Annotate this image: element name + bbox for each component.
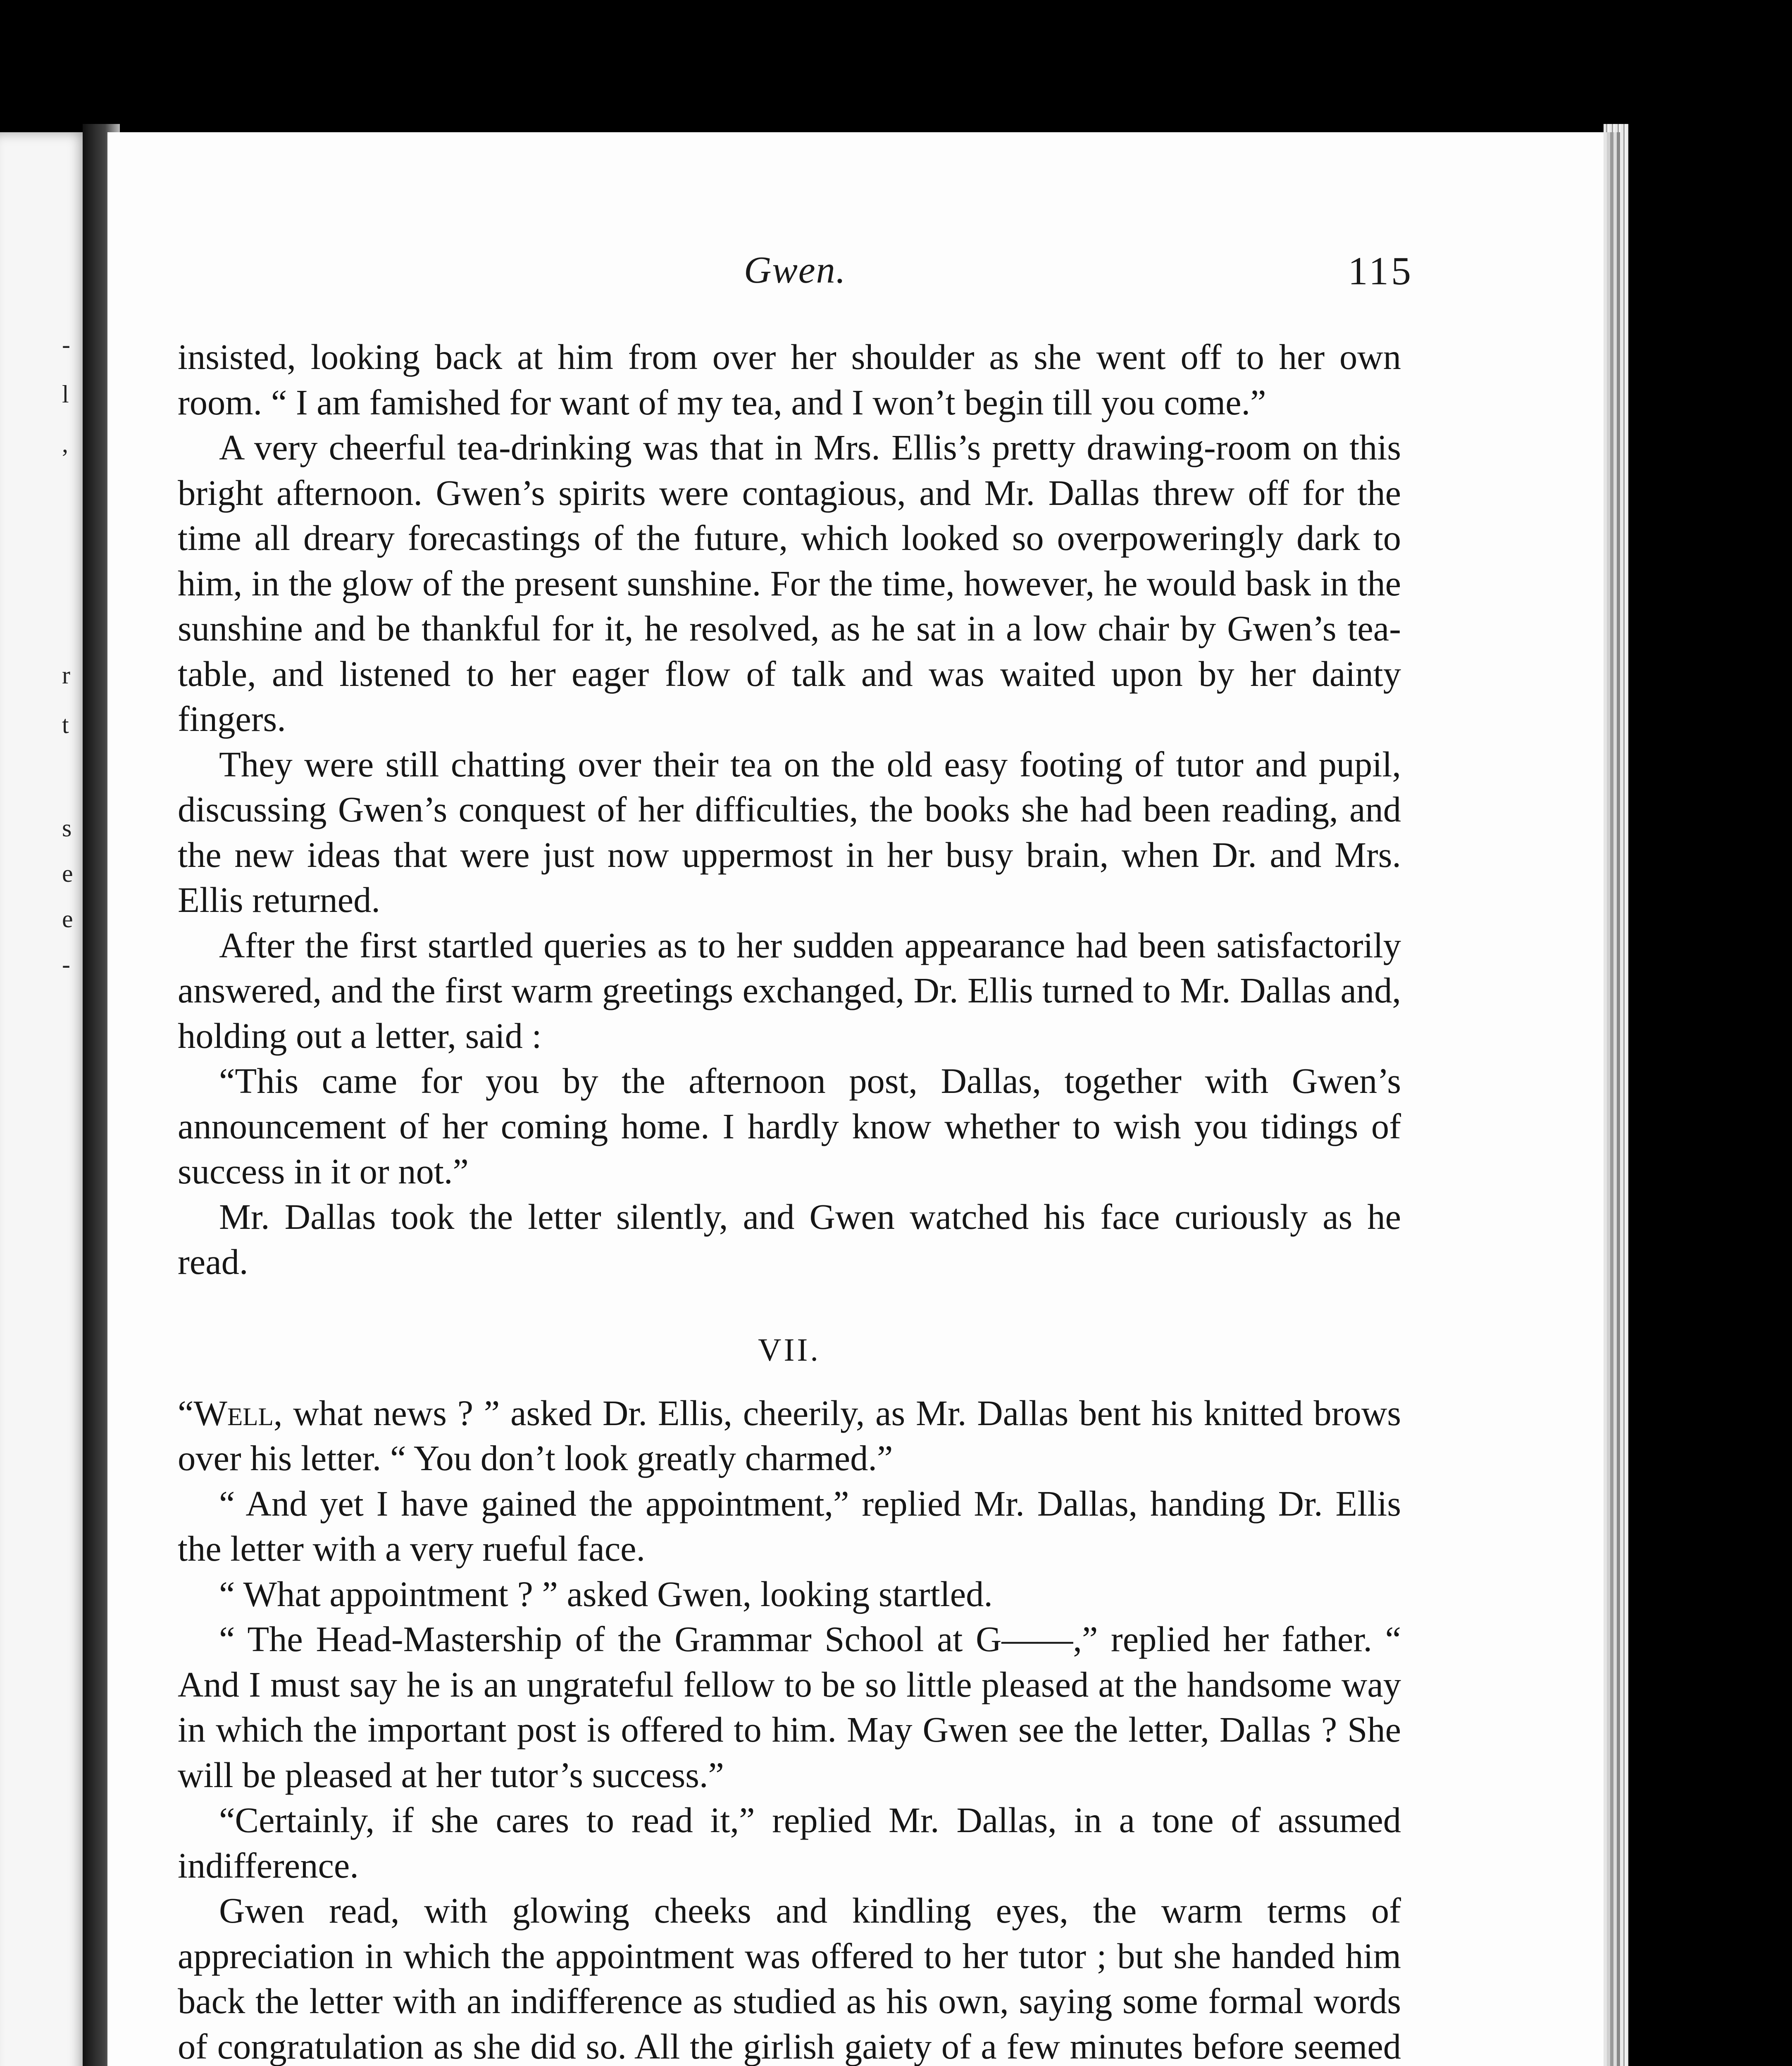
section-heading: VII. (758, 1331, 821, 1368)
small-caps-opening: Well, (193, 1393, 283, 1433)
paragraph: “Certainly, if she cares to read it,” replied Mr. Dallas, in a tone of assumed indifference. (178, 1800, 1401, 1885)
adjacent-page-char: - (62, 331, 70, 358)
adjacent-page-char: e (62, 905, 73, 933)
paragraph: “ The Head-Mastership of the Grammar School at G——,” replied her father. “ And I must say he is an ungrateful fellow to be so little pleased at the handsome way in which the important post is offered to him. May Gwen see the letter, Dallas ? She will be pleased at her tutor’s success.” (178, 1619, 1401, 1795)
paragraph: “This came for you by the afternoon post, Dallas, together with Gwen’s announcement of her coming home. I hardly know whether to wish you tidings of success in it or not.” (178, 1061, 1401, 1191)
paragraph: “ And yet I have gained the appointment,” replied Mr. Dallas, handing Dr. Ellis the letter with a very rueful face. (178, 1483, 1401, 1569)
adjacent-page-edge (0, 132, 89, 2066)
running-title: Gwen. (744, 249, 846, 291)
paragraph: insisted, looking back at him from over her shoulder as she went off to her own room. “ I am famished for want of my tea, and I won’t begin till you come.” (178, 337, 1401, 422)
page-stack-edge (1604, 124, 1628, 2066)
paragraph: They were still chatting over their tea on the old easy footing of tutor and pupil, discussing Gwen’s conquest of her difficulties, the books she had been reading, and the new ideas that were just now uppermost in her busy brain, when Dr. and Mrs. Ellis returned. (178, 744, 1401, 920)
adjacent-page-char: e (62, 860, 73, 887)
paragraph: Gwen read, with glowing cheeks and kindling eyes, the warm terms of appreciation in which the appointment was offered to her tutor ; but she handed him back the letter with an indifference as studied as his own, saying some formal words of congratulation as she did so. All the girlish gaiety of a few minutes before seemed (178, 1891, 1401, 2066)
adjacent-page-char: r (62, 662, 70, 689)
adjacent-page-char: s (62, 814, 72, 842)
paragraph: A very cheerful tea-drinking was that in Mrs. Ellis’s pretty drawing-room on this bright afternoon. Gwen’s spirits were contagious, and Mr. Dallas threw off for the time all dreary forecastings of the future, which looked so overpoweringly dark to him, in the glow of the present sunshine. For the time, however, he would bask in the sunshine and be thankful for it, he resolved, as he sat in a low chair by Gwen’s tea-table, and listened to her eager flow of talk and was waited upon by her dainty fingers. (178, 428, 1401, 739)
paragraph: After the first startled queries as to her sudden appearance had been satisfactorily answered, and the first warm greetings exchanged, Dr. Ellis turned to Mr. Dallas and, holding out a letter, said : (178, 925, 1401, 1056)
page-header (174, 248, 1413, 310)
paragraph: Mr. Dallas took the letter silently, and Gwen watched his face curiously as he read. (178, 1197, 1401, 1282)
adjacent-page-char: - (62, 951, 70, 978)
page-number: 115 (1348, 249, 1413, 293)
paragraph: “ What appointment ? ” asked Gwen, looking startled. (219, 1574, 993, 1614)
opening-quote: “ (178, 1393, 194, 1433)
adjacent-page-char: , (62, 430, 68, 457)
body-text (178, 335, 1401, 2066)
opening-rest: what news ? ” asked Dr. Ellis, cheerily, as Mr. Dallas bent his knitted brows over his letter. “ You don’t look greatly charmed.” (178, 1393, 1401, 1478)
adjacent-page-char: l (62, 381, 69, 408)
paragraph-section-opening (178, 1391, 1401, 1481)
adjacent-page-char: t (62, 711, 69, 738)
